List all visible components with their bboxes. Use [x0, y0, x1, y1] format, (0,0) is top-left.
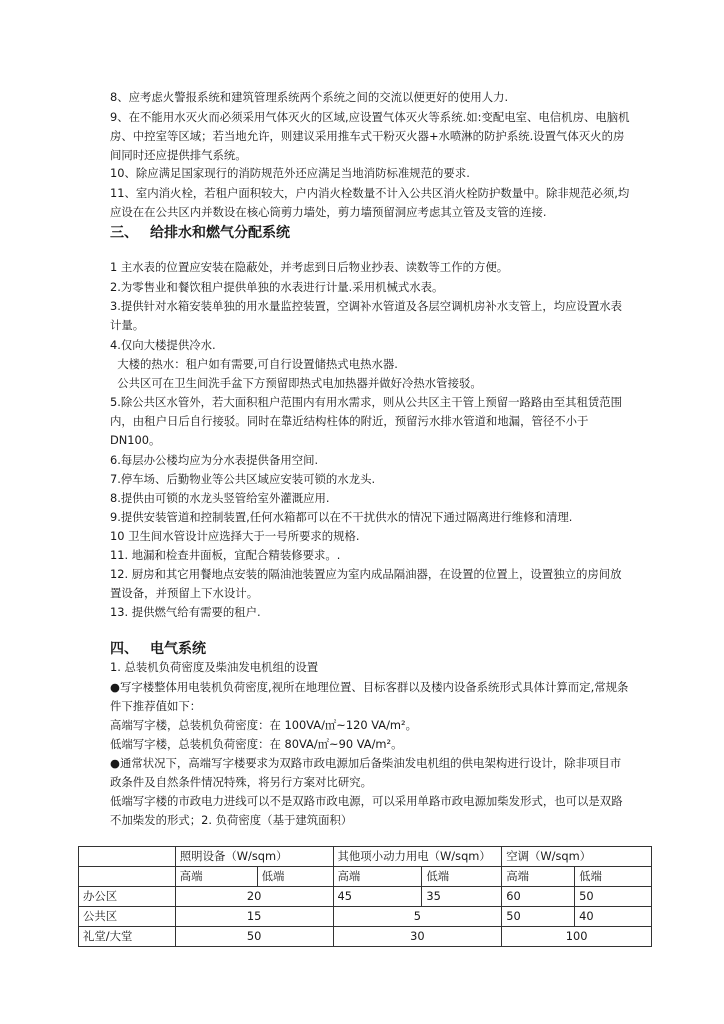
paragraph-water-3: 3.提供针对水箱安装单独的用水量监控装置，空调补水管道及各层空调机房补水支管上，均应设置水表计量。 — [110, 299, 623, 332]
paragraph-water-4a: 大楼的热水：租户如有需要,可自行设置储热式电热水器. — [110, 357, 398, 371]
load-density-table — [78, 846, 652, 947]
section-number: 四、 — [110, 641, 138, 657]
table-header-cell: 其他项小动力用电（W/sqm） — [333, 847, 502, 867]
paragraph-fire-11: 11、室内消火栓，若租户面积较大，户内消火栓数量不计入公共区消火栓防护数量中。除非规范必须,均应设在在公共区内并数设在核心筒剪力墙处，剪力墙预留洞应考虑其立管及支管的连接. — [110, 186, 630, 219]
table-row-label: 公共区 — [79, 907, 176, 927]
paragraph-water-11: 11. 地漏和检查井面板，宜配合精装修要求。. — [110, 548, 341, 562]
table-cell: 20 — [175, 887, 333, 907]
paragraph-water-2: 2.为零售业和餐饮租户提供单独的水表进行计量.采用机械式水表。 — [110, 280, 444, 294]
table-row-label: 办公区 — [79, 887, 176, 907]
paragraph-elec-6: 低端写字楼的市政电力进线可以不是双路市政电源，可以采用单路市政电源加柴发形式，也可以是双路不加柴发的形式；2. 负荷密度（基于建筑面积） — [110, 794, 623, 827]
table-header-cell: 高端 — [175, 867, 257, 887]
table-row — [79, 907, 652, 927]
paragraph-elec-3: 高端写字楼，总装机负荷密度：在 100VA/㎡~120 VA/m²。 — [110, 718, 417, 732]
table-cell: 35 — [422, 887, 502, 907]
table-cell: 5 — [333, 907, 502, 927]
paragraph-elec-1: 1. 总装机负荷密度及柴油发电机组的设置 — [110, 660, 319, 674]
table-cell: 60 — [502, 887, 575, 907]
section-title: 给排水和燃气分配系统 — [150, 225, 290, 241]
paragraph-water-4b: 公共区可在卫生间洗手盆下方预留即热式电加热器并做好冷热水管接驳。 — [110, 376, 482, 390]
table-cell: 30 — [333, 927, 502, 947]
paragraph-elec-4: 低端写字楼，总装机负荷密度：在 80VA/㎡~90 VA/m²。 — [110, 737, 403, 751]
section-heading-water — [110, 222, 290, 242]
table-subheader-row — [79, 867, 652, 887]
paragraph-water-4: 4.仅向大楼提供冷水. — [110, 338, 216, 352]
paragraph-water-9: 9.提供安装管道和控制装置,任何水箱都可以在不干扰供水的情况下通过隔离进行维修和清理. — [110, 510, 573, 524]
paragraph-water-13: 13. 提供燃气给有需要的租户. — [110, 605, 261, 619]
table-cell: 50 — [175, 927, 333, 947]
table-header-row — [79, 847, 652, 867]
paragraph-water-12: 12. 厨房和其它用餐地点安装的隔油池装置应为室内成品隔油器，在设置的位置上，设置独立的房间放置设备，并预留上下水设计。 — [110, 567, 622, 600]
paragraph-elec-5: ●通常状况下，高端写字楼要求为双路市政电源加后备柴油发电机组的供电架构进行设计，除非项目市政条件及自然条件情况特殊，将另行方案对比研究。 — [110, 756, 622, 789]
section-heading-electrical — [110, 638, 206, 658]
table-cell: 50 — [575, 887, 652, 907]
table-header-cell: 高端 — [502, 867, 575, 887]
table-header-cell: 低端 — [422, 867, 502, 887]
table-row — [79, 927, 652, 947]
paragraph-fire-9: 9、在不能用水灭火而必须采用气体灭火的区域,应设置气体灭火等系统.如:变配电室、电信机房、电脑机房、中控室等区域；若当地允许，则建议采用推车式干粉灭火器+水喷淋的防护系统.设置气体灭火的房间同时还应提供排气系统。 — [110, 110, 630, 162]
table-cell: 40 — [575, 907, 652, 927]
table-cell — [79, 847, 176, 867]
paragraph-fire-10: 10、除应满足国家现行的消防规范外还应满足当地消防标准规范的要求. — [110, 166, 470, 180]
paragraph-fire-8: 8、应考虑火警报系统和建筑管理系统两个系统之间的交流以便更好的使用人力. — [110, 90, 509, 104]
table-cell: 100 — [502, 927, 652, 947]
table-header-cell: 空调（W/sqm） — [502, 847, 652, 867]
table-header-cell: 低端 — [257, 867, 333, 887]
table-cell: 15 — [175, 907, 333, 927]
paragraph-water-5: 5.除公共区水管外，若大面积租户范围内有用水需求，则从公共区主干管上预留一路路由至其租赁范围内，由租户日后自行接驳。同时在靠近结构柱体的附近，预留污水排水管道和地漏，管径不小于 DN100。 — [110, 395, 623, 447]
paragraph-elec-2: ●写字楼整体用电装机负荷密度,视所在地理位置、目标客群以及楼内设备系统形式具体计算而定,常规条件下推荐值如下： — [110, 680, 629, 713]
paragraph-water-1: 1 主水表的位置应安装在隐蔽处，并考虑到日后物业抄表、读数等工作的方便。 — [110, 260, 509, 274]
table-header-cell: 照明设备（W/sqm） — [175, 847, 333, 867]
section-title: 电气系统 — [150, 641, 206, 657]
table-row-label: 礼堂/大堂 — [79, 927, 176, 947]
table-cell: 45 — [333, 887, 422, 907]
table-row — [79, 887, 652, 907]
table-header-cell: 低端 — [575, 867, 652, 887]
table-cell — [79, 867, 176, 887]
paragraph-water-7: 7.停车场、后勤物业等公共区域应安装可锁的水龙头. — [110, 472, 376, 486]
section-number: 三、 — [110, 225, 138, 241]
paragraph-water-10: 10 卫生间水管设计应选择大于一号所要求的规格. — [110, 529, 360, 543]
table-header-cell: 高端 — [333, 867, 422, 887]
table-cell: 50 — [502, 907, 575, 927]
paragraph-water-6: 6.每层办公楼均应为分水表提供备用空间. — [110, 453, 319, 467]
paragraph-water-8: 8.提供由可锁的水龙头竖管给室外灌溉应用. — [110, 491, 330, 505]
